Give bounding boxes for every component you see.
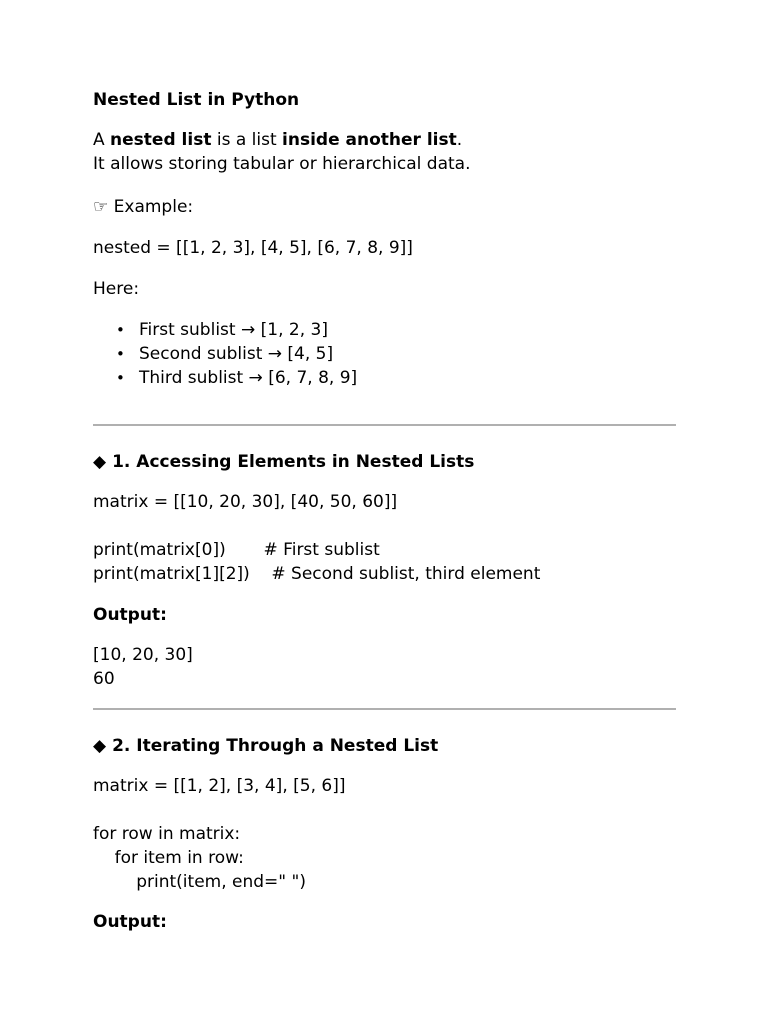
example-code: nested = [[1, 2, 3], [4, 5], [6, 7, 8, 9]] (93, 238, 413, 258)
section2-code-line: matrix = [[1, 2], [3, 4], [5, 6]] (93, 776, 346, 796)
section1-output-line: 60 (93, 669, 115, 689)
page-title: Nested List in Python (93, 90, 300, 110)
intro-text-c: is a list (211, 130, 283, 150)
intro-line-1 (93, 128, 462, 152)
section1-code-line: print(matrix[1][2]) # Second sublist, third element (93, 564, 541, 584)
section1-code-line: matrix = [[10, 20, 30], [40, 50, 60]] (93, 492, 398, 512)
example-label: ☞ Example: (93, 197, 194, 217)
bullet-dot-icon: • (116, 369, 125, 387)
sublist-bullets (93, 318, 357, 390)
section1-output-label: Output: (93, 605, 167, 625)
section1-heading (93, 450, 474, 474)
section2-heading-text: 2. Iterating Through a Nested List (112, 736, 439, 756)
list-item (93, 342, 357, 366)
diamond-icon: ◆ (93, 736, 107, 756)
bullet-text: Third sublist → [6, 7, 8, 9] (139, 368, 358, 388)
section1-output-line: [10, 20, 30] (93, 645, 193, 665)
intro-text-a: A (93, 130, 111, 150)
intro-line-2: It allows storing tabular or hierarchical data. (93, 154, 471, 174)
bullet-text: First sublist → [1, 2, 3] (139, 320, 328, 340)
diamond-icon: ◆ (93, 452, 107, 472)
bullet-text: Second sublist → [4, 5] (139, 344, 334, 364)
section2-code-line: for row in matrix: (93, 824, 241, 844)
intro-term-inside-another-list: inside another list (282, 130, 457, 150)
section-divider (93, 424, 676, 426)
section2-heading (93, 734, 438, 758)
bullet-dot-icon: • (116, 345, 125, 363)
section2-code-line: print(item, end=" ") (93, 872, 306, 892)
bullet-dot-icon: • (116, 321, 125, 339)
list-item (93, 366, 357, 390)
section2-output-label: Output: (93, 912, 167, 932)
intro-term-nested-list: nested list (110, 130, 212, 150)
intro-text-e: . (456, 130, 463, 150)
section-divider (93, 708, 676, 710)
list-item (93, 318, 357, 342)
section1-heading-text: 1. Accessing Elements in Nested Lists (112, 452, 475, 472)
section1-code-line: print(matrix[0]) # First sublist (93, 540, 380, 560)
section2-code-line: for item in row: (93, 848, 244, 868)
here-label: Here: (93, 279, 140, 299)
